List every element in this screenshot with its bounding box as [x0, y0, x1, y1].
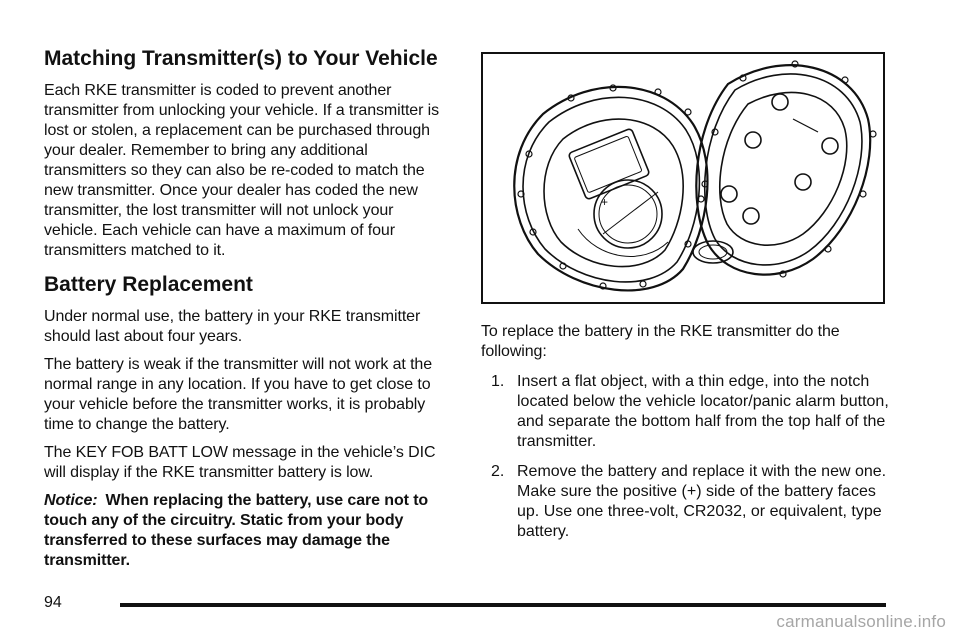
- bottom-half-screw-holes: [518, 85, 704, 289]
- replacement-steps: [481, 372, 891, 542]
- step-number: 2.: [491, 463, 505, 480]
- paragraph-matching: Each RKE transmitter is coded to prevent another transmitter from unlocking your vehicle. If a transmitter is lost or stolen, a replacement can be purchased through your dealer. Remember to bring any additional transmitters so they can also be re-coded to match the new transmitter. Once your dealer has coded the new transmitter, the lost transmitter will not unlock your vehicle. Each vehicle can have a maximum of four transmitters matched to it.: [44, 82, 440, 259]
- step-number: 1.: [491, 373, 505, 390]
- heading-matching-transmitters: Matching Transmitter(s) to Your Vehicle: [44, 47, 438, 70]
- step-text: Remove the battery and replace it with the new one. Make sure the positive (+) side of the battery faces up. Use one three-volt, CR2032, or equivalent, type battery.: [517, 463, 887, 540]
- heading-battery-replacement: Battery Replacement: [44, 273, 253, 296]
- paragraph-batt-low-message: The KEY FOB BATT LOW message in the vehicle’s DIC will display if the RKE transmitter battery is low.: [44, 444, 436, 481]
- list-item: [481, 372, 891, 452]
- button-circle: [743, 208, 759, 224]
- step-text: Insert a flat object, with a thin edge, into the notch located below the vehicle locator/panic alarm button, and separate the bottom half from the top half of the transmitter.: [517, 373, 889, 450]
- coin-battery: [594, 180, 662, 248]
- list-item: [481, 462, 891, 542]
- transmitter-top-half: [696, 65, 870, 274]
- watermark: carmanualsonline.info: [776, 612, 946, 631]
- button-circle: [745, 132, 761, 148]
- notice-text: When replacing the battery, use care not to touch any of the circuitry. Static from your body transferred to these surfaces may damage the transmitter.: [44, 492, 429, 569]
- button-circle: [721, 186, 737, 202]
- right-column: [481, 52, 891, 552]
- notice-paragraph: [44, 491, 446, 571]
- transmitter-bottom-half: [514, 87, 707, 291]
- button-circle: [795, 174, 811, 190]
- button-circle: [772, 94, 788, 110]
- replace-battery-intro: To replace the battery in the RKE transmitter do the following:: [481, 323, 840, 360]
- transmitter-open-illustration: [483, 54, 883, 302]
- footer-rule: [120, 603, 886, 607]
- page-number: 94: [44, 594, 62, 611]
- battery-plus-symbol: +: [601, 195, 609, 209]
- notice-label: Notice:: [44, 492, 98, 509]
- left-column: [44, 44, 446, 579]
- paragraph-battery-life: Under normal use, the battery in your RKE transmitter should last about four years.: [44, 308, 421, 345]
- paragraph-battery-weak: The battery is weak if the transmitter will not work at the normal range in any location. If you have to get close to your vehicle before the transmitter works, it is probably time to change the battery.: [44, 356, 433, 433]
- button-circle: [822, 138, 838, 154]
- transmitter-figure: [481, 52, 885, 304]
